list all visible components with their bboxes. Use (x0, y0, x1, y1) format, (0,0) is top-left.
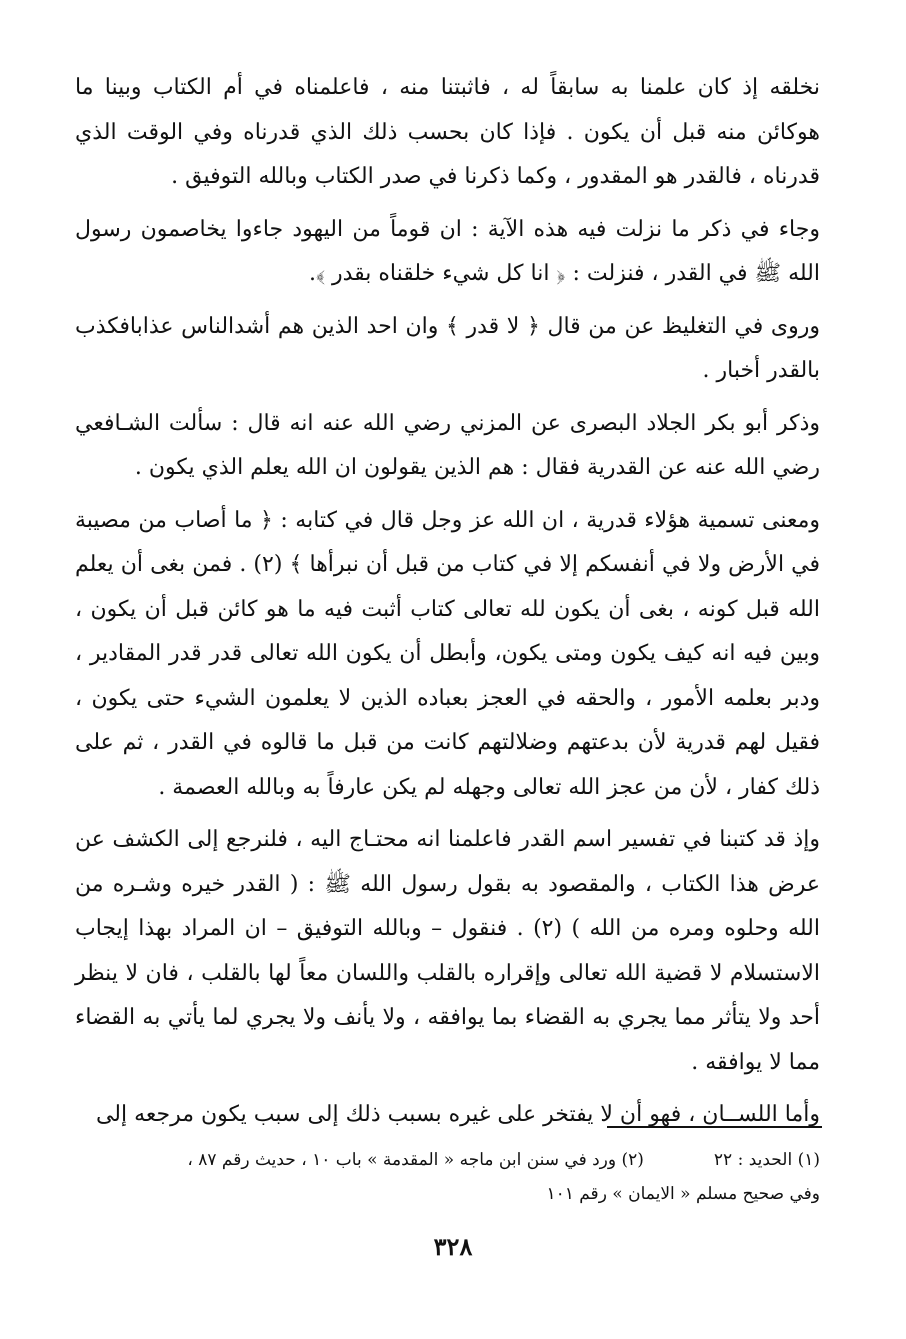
footnotes (75, 1143, 820, 1211)
footnote-divider (607, 1126, 822, 1128)
main-text (75, 66, 820, 1148)
page-number: ٣٢٨ (433, 1232, 473, 1261)
paragraph-5: ومعنى تسمية هؤلاء قدرية ، ان الله عز وجل قال في كتابه : ﴿ ما أصاب من مصيبة في الأرض ولا في أنفسكم إلا في كتاب من قبل أن نبرأها ﴾ (٢) . فمن بغى أن يعلم الله قبل كونه ، بغى أن يكون لله تعالى كتاب أثبت فيه ما هو كائن قبل أن يكون ، وبين فيه انه كيف يكون ومتى يكون، وأبطل أن يكون الله تعالى قدر قدر المقادير ، ودبر بعلمه الأمور ، والحقه في العجز بعباده الذين لا يعلمون الشيء حتى يكون ، فقيل لهم قدرية لأن بدعتهم وضلالتهم كانت من قبل ما قالوه في القدر ، ثم على ذلك كفار ، لأن من عجز الله تعالى وجهله لم يكن عارفاً به وبالله العصمة . (75, 507, 820, 800)
footnote-1: (١) الحديد : ٢٢ (713, 1150, 820, 1170)
paragraph-2: وجاء في ذكر ما نزلت فيه هذه الآية : ان قوماً من اليهود جاءوا يخاصمون رسول الله ﷺ في القدر ، فنزلت : ﴿ انا كل شيء خلقناه بقدر ﴾. (75, 216, 820, 286)
footnote-2-continuation: وفي صحيح مسلم « الايمان » رقم ١٠١ (546, 1184, 820, 1204)
footnote-row (75, 1143, 820, 1177)
paragraph-4: وذكر أبو بكر الجلاد البصرى عن المزني رضي الله عنه انه قال : سألت الشـافعي رضي الله عنه عن القدرية فقال : هم الذين يقولون ان الله يعلم الذي يكون . (75, 410, 820, 480)
paragraph-7: وأما اللســان ، فهو أن لا يفتخر على غيره بسبب ذلك إلى سبب يكون مرجعه إلى (95, 1102, 820, 1127)
paragraph-6: وإذ قد كتبنا في تفسير اسم القدر فاعلمنا انه محتـاج اليه ، فلنرجع إلى الكشف عن عرض هذا الكتاب ، والمقصود به بقول رسول الله ﷺ : ( القدر خيره وشـره من الله وحلوه ومره من الله ) (٢) . فنقول – وبالله التوفيق – ان المراد بهذا إيجاب الاستسلام لا قضية الله تعالى وإقراره بالقلب واللسان معاً لها بالقلب ، فان لا ينظر أحد ولا يتأثر مما يجري به القضاء بما يوافقه ، ولا يأنف ولا يجري لما يأتي به القضاء مما لا يوافقه . (75, 827, 820, 1075)
paragraph-1: نخلقه إذ كان علمنا به سابقاً له ، فاثبتنا منه ، فاعلمناه في أم الكتاب وبينا ما هوكائن منه قبل أن يكون . فإذا كان بحسب ذلك الذي قدرناه وفي الوقت الذي قدرناه ، فالقدر هو المقدور ، وكما ذكرنا في صدر الكتاب وبالله التوفيق . (75, 75, 820, 189)
paragraph-3: وروى في التغليظ عن من قال ﴿ لا قدر ﴾ وان احد الذين هم أشدالناس عذابافكذب بالقدر أخبار . (75, 313, 820, 383)
footnote-2: (٢) ورد في سنن ابن ماجه « المقدمة » باب ١٠ ، حديث رقم ٨٧ ، (187, 1150, 644, 1170)
